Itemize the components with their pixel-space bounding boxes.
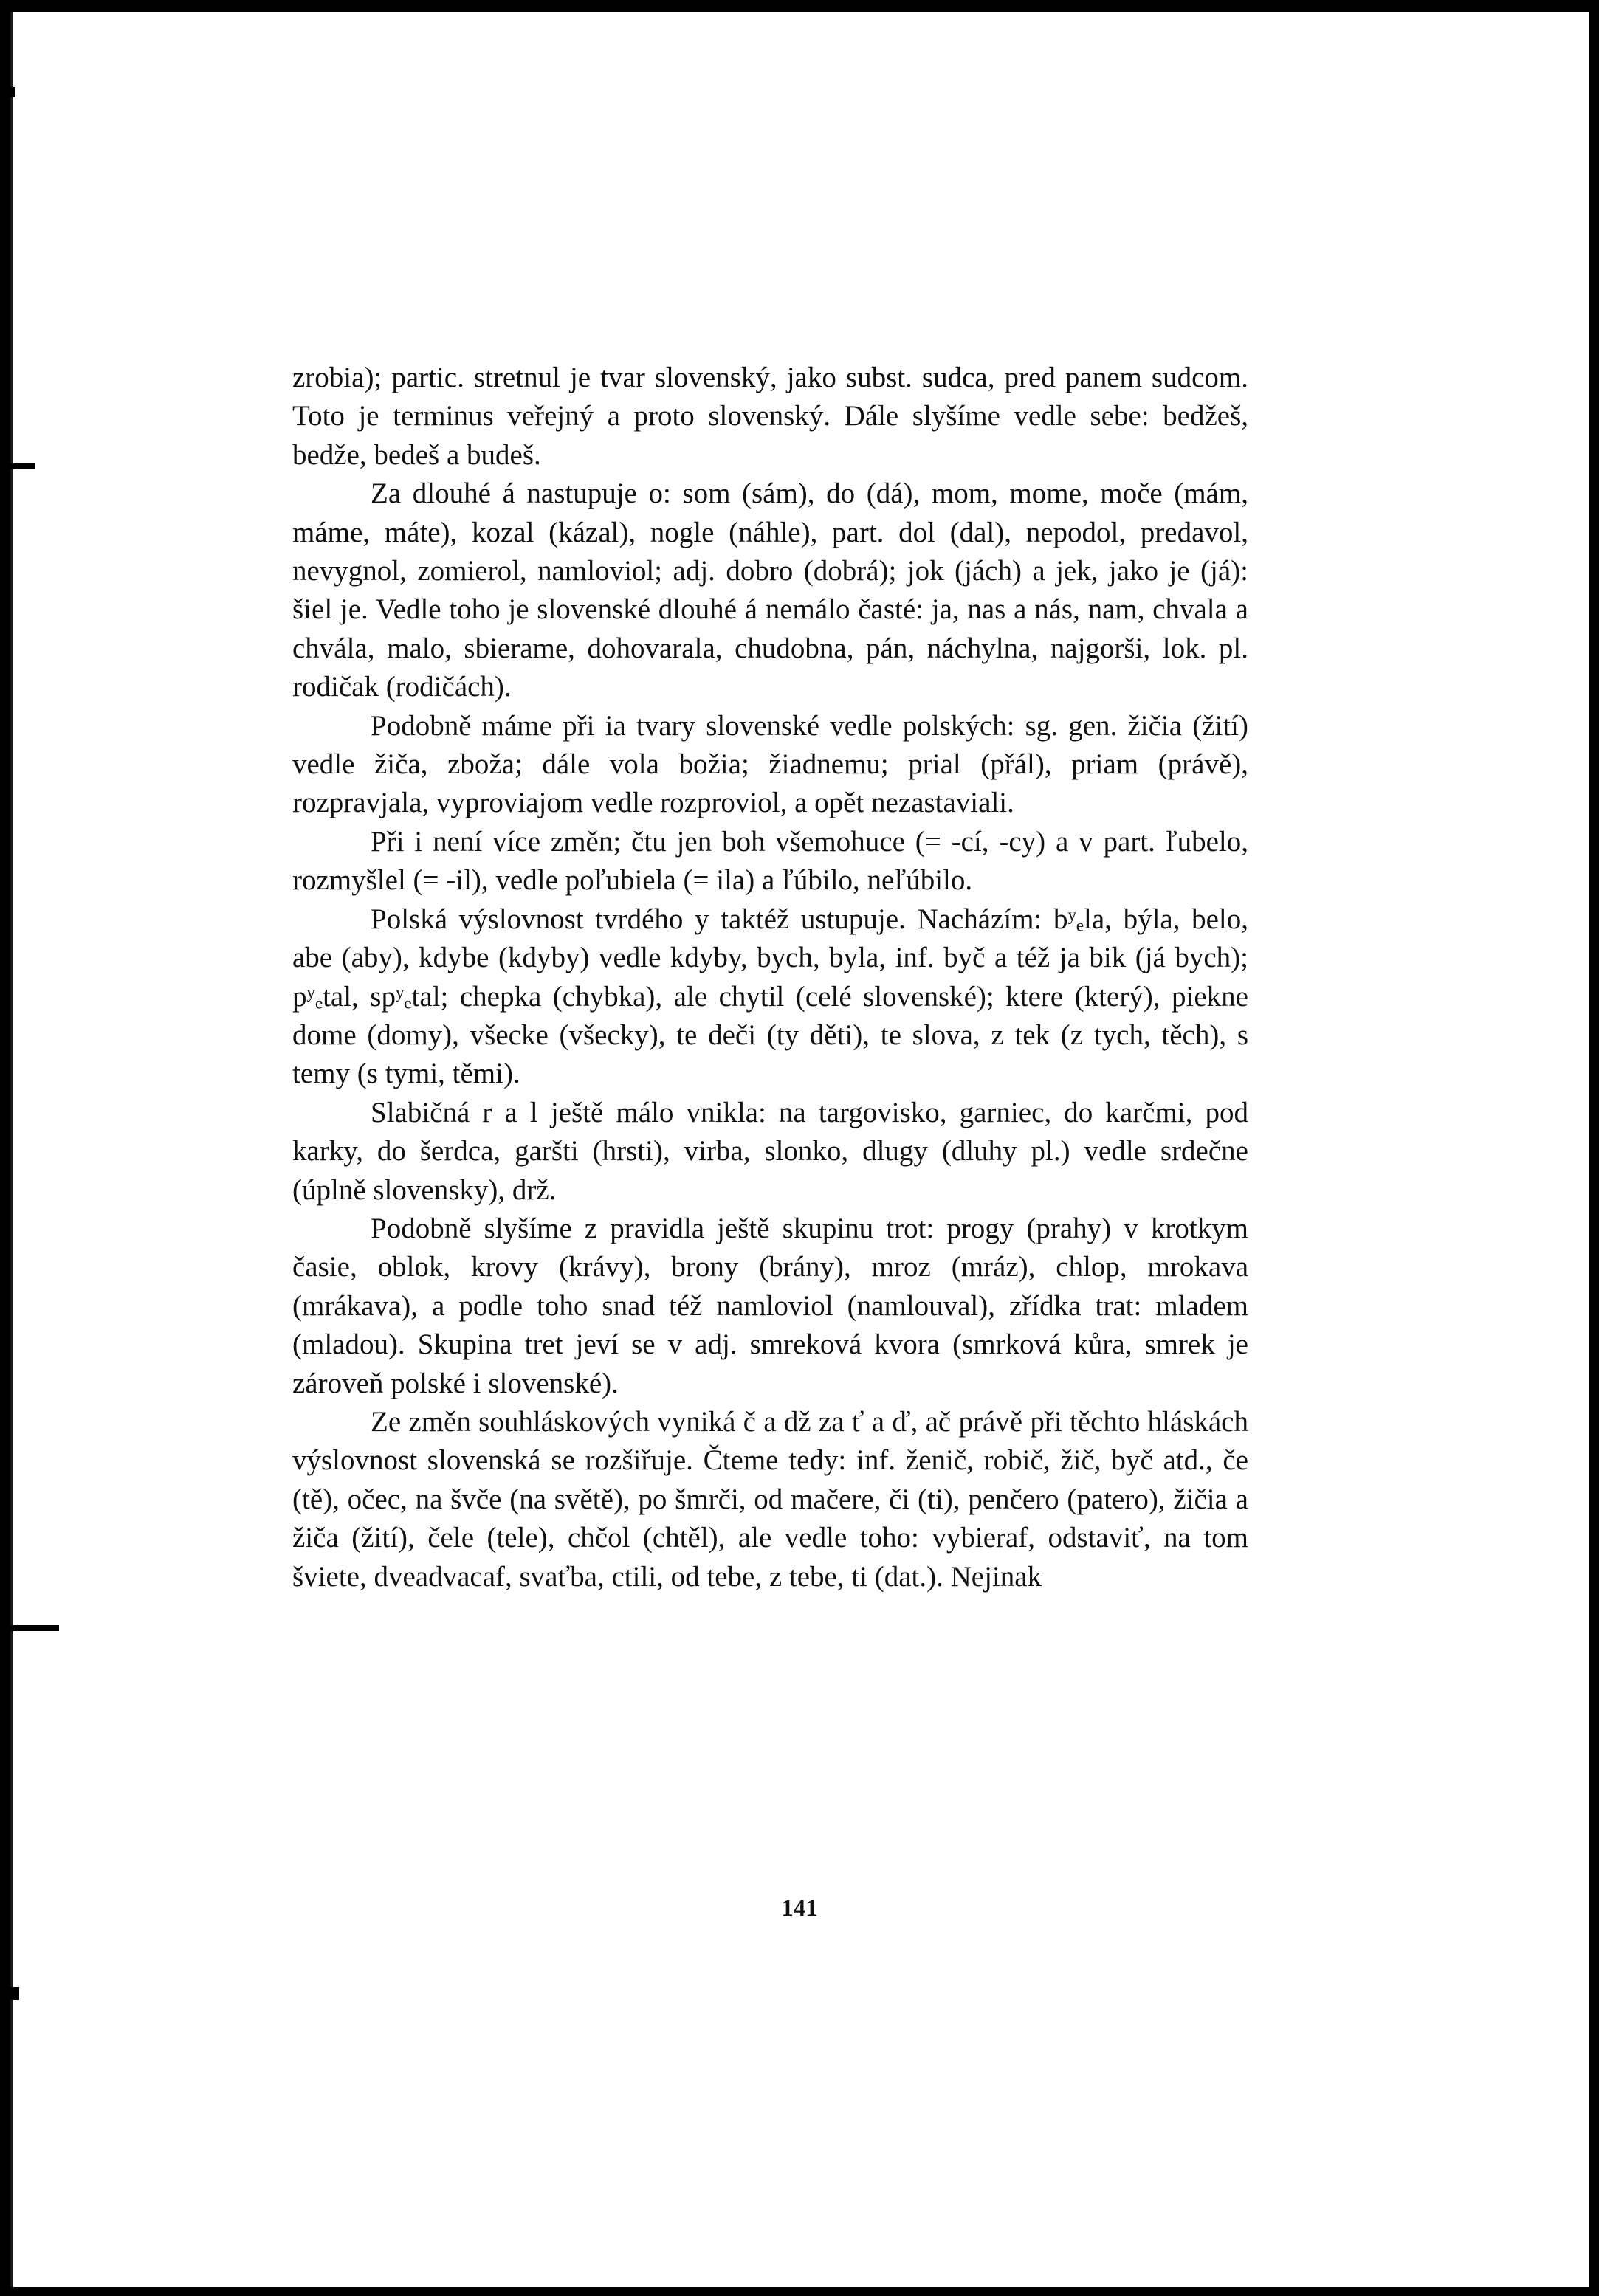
binding-mark [3,1625,59,1631]
binding-mark [3,1987,19,2000]
paragraph-7: Podobně slyšíme z pravidla ještě skupinu trot: progy (prahy) v krotkym časie, oblok, krovy (krávy), brony (brány), mroz (mráz), chlop, mrokava (mrákava), a podle toho snad též namloviol (namlouval), zřídka trat: mladem (mladou). Skupina tret jeví se v adj. smreková kvora (smrková kůra, smrek je zároveň polské i slovenské). [292,1212,1248,1399]
paragraph-4: Při i není více změn; čtu jen boh všemohuce (= -cí, -cy) a v part. ľubelo, rozmyšlel (= -il), vedle poľubiela (= ila) a ľúbilo, neľúbilo. [292,825,1248,897]
paragraph-3: Podobně máme při ia tvary slovenské vedle polských: sg. gen. žičia (žití) vedle žiča, zboža; dále vola božia; žiadnemu; prial (přál), priam (právě), rozpravjala, vyproviajom vedle rozproviol, a opět nezastaviali. [292,709,1248,819]
paragraph-8: Ze změn souhláskových vyniká č a dž za ť a ď, ač právě při těchto hláskách výslovnost slovenská se rozšiřuje. Čteme tedy: inf. ženič, robič, žič, byč atd., če (tě), očec, na švče (na světě), po šmrči, od mačere, či (ti), penčero (patero), žičia a žiča (žití), čele (tele), chčol (chtěl), ale vedle toho: vybieraf, odstaviť, na tom šviete, dveadvacaf, svaťba, ctili, od tebe, z tebe, ti (dat.). Nejinak [292,1405,1248,1593]
paragraph-1: zrobia); partic. stretnul je tvar slovenský, jako subst. sudca, pred panem sudcom. Toto je terminus veřejný a proto slovenský. Dále slyšíme vedle sebe: bedžeš, bedže, bedeš a budeš. [292,362,1248,471]
page-number: 141 [781,1895,818,1922]
paragraph-5: Polská výslovnost tvrdého y taktéž ustupuje. Nacházím: bʸₑla, býla, belo, abe (aby), kdybe (kdyby) vedle kdyby, bych, byla, inf. byč a též ja bik (já bych); pʸₑtal, spʸₑtal; chepka (chybka), ale chytil (celé slovenské); ktere (který), piekne dome (domy), všecke (všecky), te deči (ty děti), te slova, z tek (z tych, těch), s temy (s tymi, těmi). [292,903,1248,1090]
paragraph-6: Slabičná r a l ještě málo vnikla: na targovisko, garniec, do karčmi, pod karky, do šerdca, garšti (hrsti), virba, slonko, dlugy (dluhy pl.) vedle srdečne (úplně slovensky), drž. [292,1096,1248,1206]
binding-mark [3,87,15,97]
paragraph-2: Za dlouhé á nastupuje o: som (sám), do (dá), mom, mome, moče (mám, máme, máte), kozal (kázal), nogle (náhle), part. dol (dal), nepodol, predavol, nevygnol, zomierol, namloviol; adj. dobro (dobrá); jok (jách) a jek, jako je (já): šiel je. Vedle toho je slovenské dlouhé á nemálo časté: ja, nas a nás, nam, chvala a chvála, malo, sbierame, dohovarala, chudobna, pán, náchylna, najgorši, lok. pl. rodičak (rodičách). [292,478,1248,703]
binding-edge [10,12,13,2287]
binding-mark [3,463,35,469]
page-body [292,359,1248,1596]
